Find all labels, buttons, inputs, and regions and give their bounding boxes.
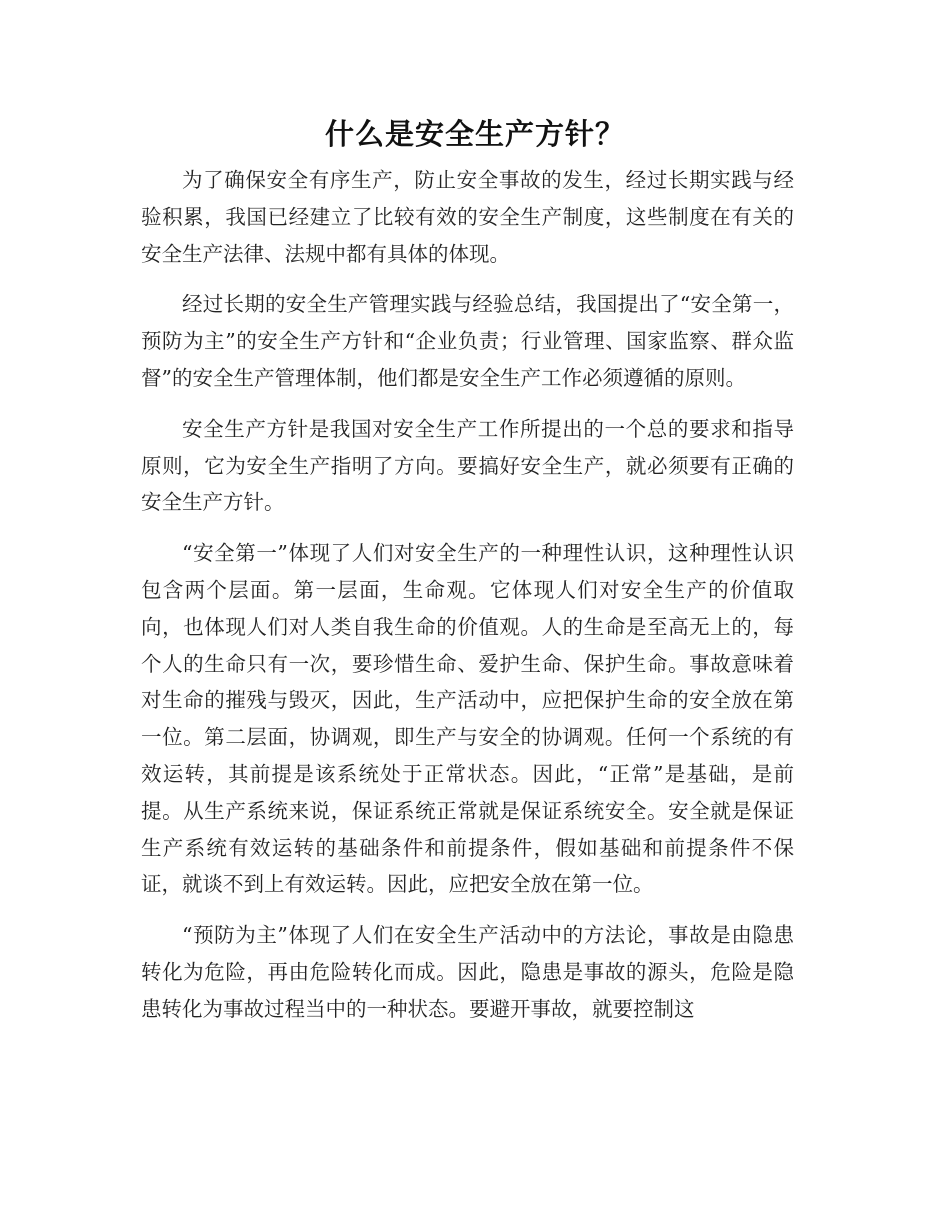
paragraph-4: “安全第一”体现了人们对安全生产的一种理性认识，这种理性认识包含两个层面。第一层面，生命观。它体现人们对安全生产的价值取向，也体现人们对人类自我生命的价值观。人的生命是至高无上的，每个人的生命只有一次，要珍惜生命、爱护生命、保护生命。事故意味着对生命的摧残与毁灭，因此，生产活动中，应把保护生命的安全放在第一位。第二层面，协调观，即生产与安全的协调观。任何一个系统的有效运转，其前提是该系统处于正常状态。因此，“正常”是基础，是前提。从生产系统来说，保证系统正常就是保证系统安全。安全就是保证生产系统有效运转的基础条件和前提条件，假如基础和前提条件不保证，就谈不到上有效运转。因此，应把安全放在第一位。 xyxy=(141,541,794,897)
paragraph-5: “预防为主”体现了人们在安全生产活动中的方法论，事故是由隐患转化为危险，再由危险转化而成。因此，隐患是事故的源头，危险是隐患转化为事故过程当中的一种状态。要避开事故，就要控制这 xyxy=(141,923,794,1021)
document-body xyxy=(141,162,794,1042)
paragraph-3: 安全生产方针是我国对安全生产工作所提出的一个总的要求和指导原则，它为安全生产指明了方向。要搞好安全生产，就必须要有正确的安全生产方针。 xyxy=(141,416,794,515)
document-title: 什么是安全生产方针？ xyxy=(324,117,625,151)
paragraph-1: 为了确保安全有序生产，防止安全事故的发生，经过长期实践与经验积累，我国已经建立了比较有效的安全生产制度，这些制度在有关的安全生产法律、法规中都有具体的体现。 xyxy=(141,168,794,266)
paragraph-2: 经过长期的安全生产管理实践与经验总结，我国提出了“安全第一，预防为主”的安全生产方针和“企业负责；行业管理、国家监察、群众监督”的安全生产管理体制，他们都是安全生产工作必须遵循的原则。 xyxy=(141,292,794,390)
